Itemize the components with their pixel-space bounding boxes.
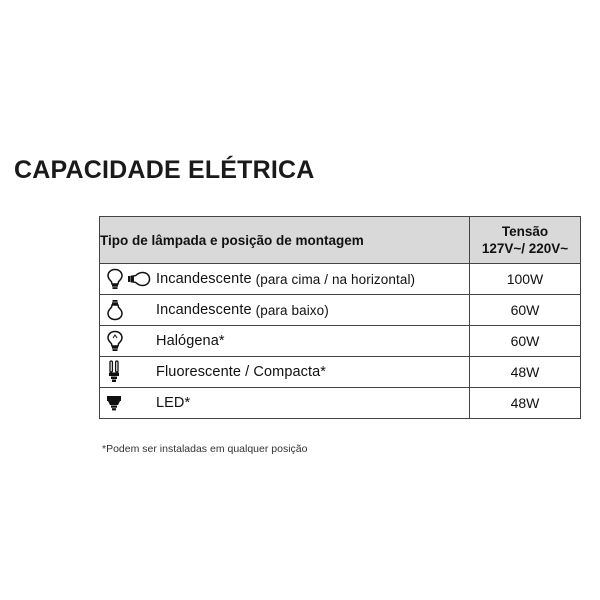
header-voltage — [470, 217, 581, 264]
bulb-down-icon — [106, 299, 124, 321]
table-row — [100, 357, 581, 388]
table-row — [100, 264, 581, 295]
bulb-up-icon — [106, 268, 124, 290]
wattage-value: 60W — [470, 295, 581, 326]
lamp-type-cell — [100, 357, 470, 388]
electrical-capacity-table — [99, 216, 581, 419]
lamp-type-label: Halógena* — [156, 333, 225, 349]
lamp-type-cell — [100, 295, 470, 326]
lamp-type-label: Fluorescente / Compacta* — [156, 364, 327, 380]
wattage-value: 48W — [470, 357, 581, 388]
lamp-type-label: Incandescente — [156, 271, 252, 287]
lamp-type-cell — [100, 326, 470, 357]
halogen-bulb-icon — [106, 330, 124, 352]
table-row — [100, 295, 581, 326]
footnote: *Podem ser instaladas em qualquer posição — [102, 443, 308, 454]
led-bulb-icon — [106, 394, 122, 412]
bulb-horizontal-icon — [127, 271, 151, 287]
table-row — [100, 326, 581, 357]
lamp-type-label: LED* — [156, 395, 191, 411]
header-voltage-values: 127V~/ 220V~ — [481, 241, 569, 256]
header-voltage-title: Tensão — [501, 224, 549, 239]
wattage-value: 100W — [470, 264, 581, 295]
compact-fluorescent-icon — [106, 360, 122, 384]
page-title: CAPACIDADE ELÉTRICA — [14, 156, 315, 184]
table-header-row — [100, 217, 581, 264]
header-lamp-type: Tipo de lâmpada e posição de montagem — [100, 217, 470, 264]
wattage-value: 48W — [470, 388, 581, 419]
lamp-type-label: Incandescente — [156, 302, 252, 318]
lamp-type-cell — [100, 264, 470, 295]
table-row — [100, 388, 581, 419]
lamp-type-cell — [100, 388, 470, 419]
lamp-position-detail: (para cima / na horizontal) — [255, 271, 416, 287]
wattage-value: 60W — [470, 326, 581, 357]
lamp-position-detail: (para baixo) — [255, 302, 329, 318]
